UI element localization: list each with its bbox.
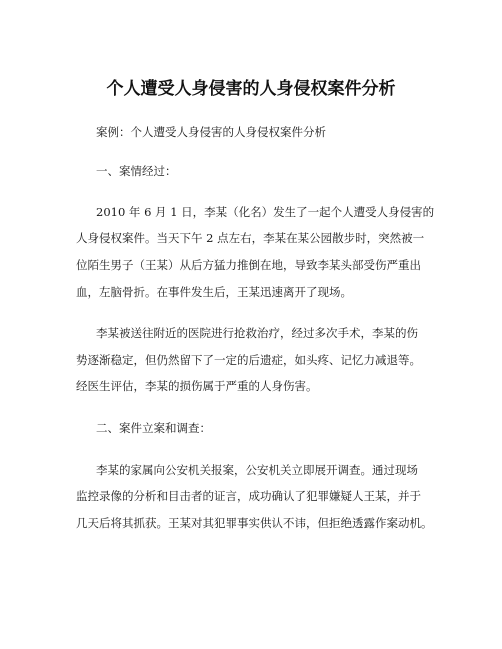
paragraph-line: 势逐渐稳定，但仍然留下了一定的后遗症，如头疼、记忆力减退等。 (76, 353, 421, 367)
paragraph-line: 几天后将其抓获。王某对其犯罪事实供认不讳，但拒绝透露作案动机。 (76, 516, 433, 530)
paragraph-line: 李某被送往附近的医院进行抢救治疗，经过多次手术，李某的伤 (96, 326, 418, 340)
paragraph-line: 经医生评估，李某的损伤属于严重的人身伤害。 (76, 379, 318, 393)
paragraph-line: 李某的家属向公安机关报案，公安机关立即展开调查。通过现场 (96, 463, 418, 477)
paragraph-line: 位陌生男子（王某）从后方猛力推倒在地，导致李某头部受伤严重出 (76, 258, 421, 272)
case-line: 案例：个人遭受人身侵害的人身侵权案件分析 (96, 125, 326, 139)
section-heading-case-process: 一、案情经过： (96, 164, 177, 178)
paragraph-line: 血，左脑骨折。在事件发生后，王某迅速离开了现场。 (76, 285, 352, 299)
paragraph-line: 2010 年 6 月 1 日，李某（化名）发生了一起个人遭受人身侵害的 (96, 205, 435, 219)
paragraph-line: 人身侵权案件。当天下午 2 点左右，李某在某公园散步时，突然被一 (76, 231, 425, 245)
section-heading-investigation: 二、案件立案和调查： (96, 421, 211, 435)
document-title: 个人遭受人身侵害的人身侵权案件分析 (106, 79, 396, 99)
paragraph-line: 监控录像的分析和目击者的证言，成功确认了犯罪嫌疑人王某，并于 (76, 489, 421, 503)
